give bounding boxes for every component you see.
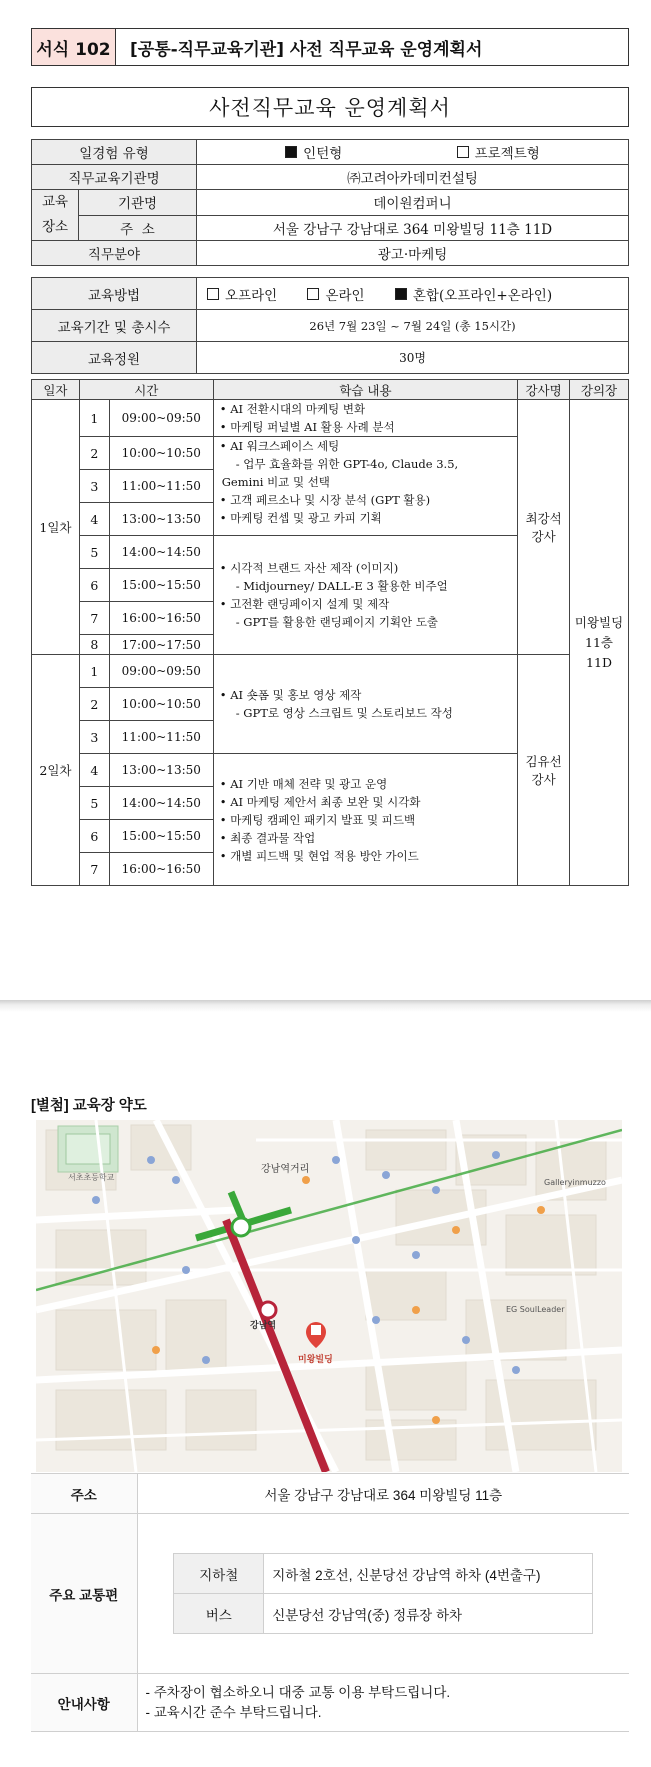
session-number: 4 (79, 754, 109, 787)
table-row (32, 655, 629, 688)
header-content: 학습 내용 (213, 380, 517, 400)
map-label-gallery: Galleryinmuzzo (544, 1178, 606, 1187)
content-bullet: • 고객 페르소나 및 시장 분석 (GPT 활용) (220, 491, 517, 509)
document-title: 사전직무교육 운영계획서 (31, 87, 629, 127)
map-label-station: 강남역 (250, 1321, 277, 1331)
session-time: 11:00~11:50 (109, 721, 213, 754)
session-number: 6 (79, 569, 109, 602)
session-time: 14:00~14:50 (109, 536, 213, 569)
notice-cell (137, 1674, 629, 1732)
address-label: 주소 (31, 1474, 137, 1514)
schedule-header-row (32, 380, 629, 400)
transit-cell (137, 1514, 629, 1674)
address-value: 서울 강남구 강남대로 364 미왕빌딩 11층 (137, 1474, 629, 1514)
place-label-line2: 장소 (41, 219, 69, 235)
schedule-table (31, 379, 629, 886)
header-time: 시간 (79, 380, 213, 400)
quota-label: 교육정원 (32, 342, 197, 374)
session-time: 09:00~09:50 (109, 400, 213, 437)
session-number: 8 (79, 635, 109, 655)
method-label: 교육방법 (32, 278, 197, 310)
content-sub: - GPT를 활용한 랜딩페이지 기획안 도출 (235, 615, 439, 629)
session-time: 09:00~09:50 (109, 655, 213, 688)
institution-label: 기관명 (79, 190, 197, 216)
form-heading: [공통-직무교육기관] 사전 직무교육 운영계획서 (130, 39, 483, 60)
org-label: 직무교육기관명 (32, 165, 197, 190)
appendix-title: [별첨] 교육장 약도 (31, 1098, 147, 1114)
content-bullet: • AI 마케팅 제안서 최종 보완 및 시각화 (220, 793, 517, 811)
session-time: 13:00~13:50 (109, 754, 213, 787)
content-bullet: • 마케팅 캠페인 패키지 발표 및 피드백 (220, 811, 517, 829)
period-label: 교육기간 및 총시수 (32, 310, 197, 342)
experience-type-options (197, 140, 629, 165)
content-bullet: • 시각적 브랜드 자산 제작 (이미지) (220, 559, 517, 577)
option-online-label: 온라인 (325, 287, 365, 304)
checkbox-checked-icon[interactable] (285, 146, 297, 158)
subway-label: 지하철 (174, 1554, 264, 1594)
notice-label: 안내사항 (31, 1674, 137, 1732)
basic-info-table (31, 139, 629, 266)
subway-value: 지하철 2호선, 신분당선 강남역 하차 (4번출구) (264, 1554, 593, 1594)
bus-value: 신분당선 강남역(중) 정류장 하차 (264, 1594, 593, 1634)
address-value: 서울 강남구 강남대로 364 미왕빌딩 11층 11D (197, 215, 629, 241)
option-online[interactable] (307, 284, 364, 304)
checkbox-unchecked-icon[interactable] (307, 288, 319, 300)
session-time: 11:00~11:50 (109, 470, 213, 503)
header-room: 강의장 (570, 380, 629, 400)
bus-label: 버스 (174, 1594, 264, 1634)
notice-line: - 교육시간 준수 부탁드립니다. (145, 1704, 322, 1720)
checkbox-unchecked-icon[interactable] (207, 288, 219, 300)
instructor-1-title: 강사 (531, 529, 556, 544)
classroom-line2: 11층 (585, 634, 614, 650)
address-label: 주 소 (79, 215, 197, 241)
option-offline-label: 오프라인 (225, 287, 278, 304)
transit-table (173, 1553, 593, 1634)
header-instructor: 강사명 (518, 380, 570, 400)
header-date: 일자 (32, 380, 80, 400)
instructor-1 (518, 400, 570, 655)
option-mixed-label: 혼합(오프라인+온라인) (412, 287, 553, 304)
transit-label: 주요 교통편 (31, 1514, 137, 1674)
page-break (0, 1000, 651, 1012)
option-offline[interactable] (207, 284, 277, 304)
content-bullet: • 개별 피드백 및 현업 적용 방안 가이드 (220, 847, 517, 865)
org-value: ㈜고려아카데미컨설팅 (197, 165, 629, 190)
field-value: 광고·마케팅 (197, 241, 629, 266)
method-options (197, 278, 629, 310)
option-intern-label: 인턴형 (303, 146, 343, 162)
session-number: 1 (79, 655, 109, 688)
session-time: 15:00~15:50 (109, 820, 213, 853)
method-table (31, 277, 629, 374)
classroom-line1: 미왕빌딩 (574, 614, 624, 630)
content-sub: - GPT로 영상 스크립트 및 스토리보드 작성 (235, 706, 453, 720)
session-number: 5 (79, 787, 109, 820)
session-time: 14:00~14:50 (109, 787, 213, 820)
classroom-line3: 11D (586, 654, 612, 670)
session-time: 16:00~16:50 (109, 602, 213, 635)
content-block-1 (213, 400, 517, 437)
page-2 (0, 1012, 651, 1767)
session-time: 13:00~13:50 (109, 503, 213, 536)
content-sub: - Midjourney/ DALL-E 3 활용한 비주얼 (235, 579, 448, 593)
option-mixed[interactable] (395, 284, 552, 304)
session-number: 7 (79, 602, 109, 635)
map-label-soulleader: EG SoulLeader (506, 1305, 565, 1314)
experience-type-label: 일경험 유형 (32, 140, 197, 165)
session-time: 15:00~15:50 (109, 569, 213, 602)
instructor-2-name: 김유선 (525, 754, 562, 769)
content-bullet: • 마케팅 퍼널별 AI 활용 사례 분석 (220, 418, 517, 436)
session-number: 6 (79, 820, 109, 853)
content-bullet: • AI 워크스페이스 세팅 (220, 437, 517, 455)
instructor-2 (518, 655, 570, 886)
content-bullet: • AI 숏폼 및 홍보 영상 제작 (220, 686, 517, 704)
instructor-1-name: 최강석 (525, 511, 562, 526)
period-value: 26년 7월 23일 ~ 7월 24일 (총 15시간) (197, 310, 629, 342)
content-sub: - 업무 효율화를 위한 GPT-4o, Claude 3.5, (235, 457, 459, 471)
institution-value: 데이원컴퍼니 (197, 190, 629, 216)
session-number: 2 (79, 437, 109, 470)
map-label-crossroad: 강남역거리 (261, 1164, 310, 1175)
table-row (32, 400, 629, 437)
option-project[interactable] (457, 142, 540, 162)
content-block-5 (213, 754, 517, 886)
session-number: 4 (79, 503, 109, 536)
option-intern[interactable] (285, 142, 342, 162)
day1-label: 1일차 (32, 400, 80, 655)
map-label-building: 미왕빌딩 (298, 1355, 333, 1365)
field-label: 직무분야 (32, 241, 197, 266)
quota-value: 30명 (197, 342, 629, 374)
form-number-badge: 서식 102 (32, 29, 116, 65)
session-time: 17:00~17:50 (109, 635, 213, 655)
content-sub: Gemini 비교 및 선택 (221, 475, 330, 489)
content-bullet: • AI 전환시대의 마케팅 변화 (220, 400, 517, 418)
option-project-label: 프로젝트형 (474, 146, 540, 162)
session-time: 10:00~10:50 (109, 437, 213, 470)
session-number: 3 (79, 721, 109, 754)
location-info-table (31, 1473, 629, 1732)
location-map[interactable] (36, 1120, 622, 1472)
session-time: 16:00~16:50 (109, 853, 213, 886)
notice-line: - 주차장이 협소하오니 대중 교통 이용 부탁드립니다. (145, 1684, 451, 1700)
classroom (570, 400, 629, 886)
checkbox-checked-icon[interactable] (395, 288, 407, 300)
content-block-2 (213, 437, 517, 536)
place-label (32, 190, 79, 241)
form-title-bar (31, 28, 629, 66)
session-number: 5 (79, 536, 109, 569)
session-number: 7 (79, 853, 109, 886)
content-bullet: • 마케팅 컨셉 및 광고 카피 기획 (220, 509, 517, 527)
session-number: 1 (79, 400, 109, 437)
session-number: 3 (79, 470, 109, 503)
session-time: 10:00~10:50 (109, 688, 213, 721)
map-graphic (36, 1120, 622, 1472)
checkbox-unchecked-icon[interactable] (457, 146, 469, 158)
content-block-4 (213, 655, 517, 754)
content-block-3 (213, 536, 517, 655)
content-bullet: • AI 기반 매체 전략 및 광고 운영 (220, 775, 517, 793)
instructor-2-title: 강사 (531, 772, 556, 787)
content-bullet: • 최종 결과물 작업 (220, 829, 517, 847)
day2-label: 2일차 (32, 655, 80, 886)
map-label-school: 서초초등학교 (68, 1173, 115, 1182)
place-label-line1: 교육 (41, 194, 69, 210)
session-number: 2 (79, 688, 109, 721)
content-bullet: • 고전환 랜딩페이지 설계 및 제작 (220, 595, 517, 613)
